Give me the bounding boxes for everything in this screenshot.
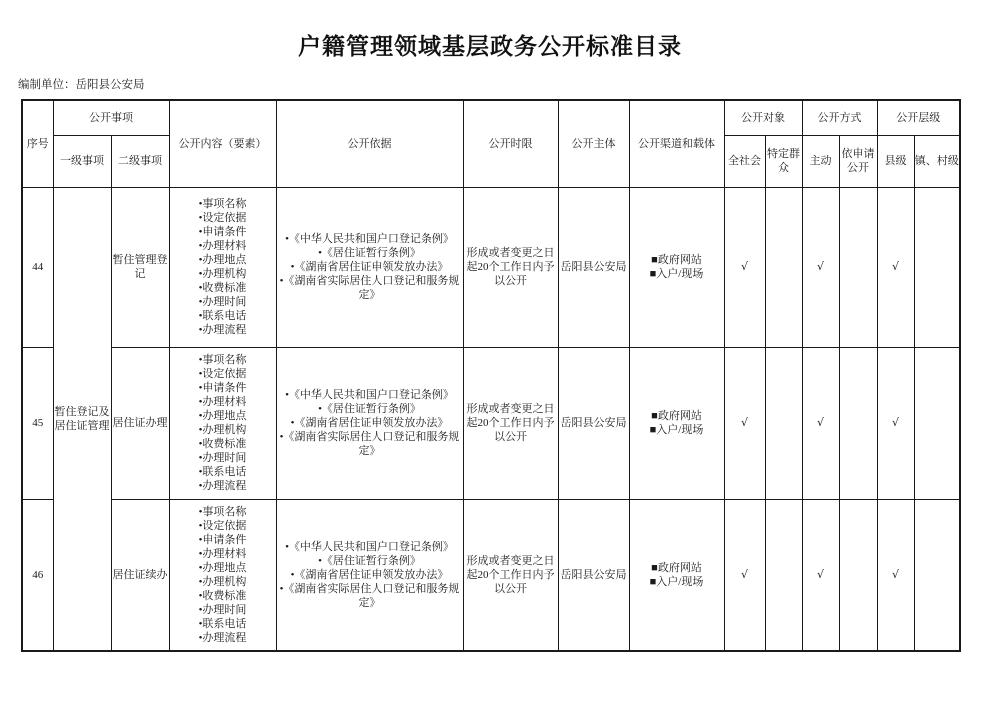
header-method-active: 主动 bbox=[802, 135, 839, 187]
channel-item: ■入户/现场 bbox=[649, 268, 704, 280]
document-page bbox=[18, 28, 959, 652]
serial-cell: 44 bbox=[22, 187, 53, 347]
page-title: 户籍管理领域基层政务公开标准目录 bbox=[298, 33, 682, 59]
time-limit-cell: 形成或者变更之日起20个工作日内予以公开 bbox=[463, 499, 558, 651]
channel-item: ■政府网站 bbox=[651, 561, 702, 574]
basis-item: •《居住证暂行条例》 bbox=[318, 403, 421, 415]
header-time-limit: 公开时限 bbox=[463, 100, 558, 187]
content-element-item: •申请条件 bbox=[198, 382, 247, 394]
header-method-on-request: 依申请公开 bbox=[839, 135, 877, 187]
basis-item: •《中华人民共和国户口登记条例》 bbox=[285, 540, 454, 553]
level-town-checkmark bbox=[914, 347, 960, 499]
table-row-46 bbox=[22, 499, 960, 651]
method-on-request-checkmark bbox=[839, 187, 877, 347]
header-audience-group: 公开对象 bbox=[724, 100, 802, 135]
time-limit-cell: 形成或者变更之日起20个工作日内予以公开 bbox=[463, 187, 558, 347]
content-element-item: •办理机构 bbox=[198, 424, 247, 436]
header-level1-item: 一级事项 bbox=[53, 135, 111, 187]
content-element-item: •事项名称 bbox=[198, 198, 247, 210]
basis-item: •《湖南省实际居住人口登记和服务规定》 bbox=[279, 582, 460, 609]
content-element-item: •办理时间 bbox=[198, 296, 247, 308]
header-audience-specific: 特定群众 bbox=[765, 135, 802, 187]
content-element-item: •申请条件 bbox=[198, 226, 247, 238]
content-element-item: •办理材料 bbox=[198, 396, 247, 408]
basis-item: •《湖南省实际居住人口登记和服务规定》 bbox=[279, 275, 460, 301]
table-row-45 bbox=[22, 347, 960, 499]
header-subject: 公开主体 bbox=[558, 100, 629, 187]
audience-all-checkmark: √ bbox=[724, 347, 765, 499]
content-element-item: •收费标准 bbox=[198, 589, 247, 602]
content-element-item: •设定依据 bbox=[198, 519, 247, 532]
basis-item: •《湖南省实际居住人口登记和服务规定》 bbox=[279, 431, 460, 457]
channel-item: ■政府网站 bbox=[651, 254, 702, 266]
content-element-item: •办理时间 bbox=[198, 603, 247, 616]
method-on-request-checkmark bbox=[839, 347, 877, 499]
level-town-checkmark bbox=[914, 499, 960, 651]
method-active-checkmark: √ bbox=[802, 347, 839, 499]
basis-item: •《中华人民共和国户口登记条例》 bbox=[285, 233, 454, 245]
disclosure-standards-table bbox=[21, 99, 961, 652]
header-items-group: 公开事项 bbox=[53, 100, 169, 135]
level-county-checkmark: √ bbox=[877, 347, 914, 499]
prepared-by-label: 编制单位：岳阳县公安局 bbox=[18, 79, 145, 91]
serial-cell: 46 bbox=[22, 499, 53, 651]
content-element-item: •申请条件 bbox=[198, 533, 247, 546]
basis-cell bbox=[276, 347, 463, 499]
level2-item-cell: 暂住管理登记 bbox=[111, 187, 169, 347]
channel-cell bbox=[629, 347, 724, 499]
audience-all-checkmark: √ bbox=[724, 187, 765, 347]
content-element-item: •办理流程 bbox=[198, 480, 247, 492]
content-element-item: •办理地点 bbox=[198, 254, 247, 266]
content-element-item: •设定依据 bbox=[198, 368, 247, 380]
audience-specific-checkmark bbox=[765, 187, 802, 347]
basis-item: •《居住证暂行条例》 bbox=[318, 554, 421, 567]
audience-specific-checkmark bbox=[765, 499, 802, 651]
content-element-item: •收费标准 bbox=[198, 438, 247, 450]
content-element-item: •办理时间 bbox=[198, 452, 247, 464]
level-town-checkmark bbox=[914, 187, 960, 347]
content-element-item: •办理地点 bbox=[198, 561, 247, 574]
basis-item: •《湖南省居住证申领发放办法》 bbox=[290, 568, 449, 581]
basis-item: •《湖南省居住证申领发放办法》 bbox=[290, 261, 449, 273]
header-method-group: 公开方式 bbox=[802, 100, 877, 135]
channel-cell bbox=[629, 187, 724, 347]
header-level2-item: 二级事项 bbox=[111, 135, 169, 187]
level2-item-cell: 居住证办理 bbox=[111, 347, 169, 499]
header-serial: 序号 bbox=[22, 100, 53, 187]
content-element-item: •办理流程 bbox=[198, 631, 247, 644]
channel-cell bbox=[629, 499, 724, 651]
basis-item: •《居住证暂行条例》 bbox=[318, 247, 421, 259]
header-row-groups bbox=[22, 100, 960, 135]
content-element-item: •联系电话 bbox=[198, 466, 247, 478]
channel-item: ■政府网站 bbox=[651, 410, 702, 422]
time-limit-cell: 形成或者变更之日起20个工作日内予以公开 bbox=[463, 347, 558, 499]
method-on-request-checkmark bbox=[839, 499, 877, 651]
subject-cell: 岳阳县公安局 bbox=[558, 347, 629, 499]
content-element-item: •办理地点 bbox=[198, 410, 247, 422]
header-audience-all: 全社会 bbox=[724, 135, 765, 187]
basis-cell bbox=[276, 187, 463, 347]
content-element-item: •办理材料 bbox=[198, 547, 247, 560]
content-elements-cell bbox=[169, 347, 276, 499]
audience-specific-checkmark bbox=[765, 347, 802, 499]
content-element-item: •办理机构 bbox=[198, 575, 247, 588]
content-elements-cell bbox=[169, 499, 276, 651]
content-element-item: •事项名称 bbox=[198, 505, 247, 518]
content-element-item: •办理流程 bbox=[198, 324, 247, 336]
basis-cell bbox=[276, 499, 463, 651]
audience-all-checkmark: √ bbox=[724, 499, 765, 651]
method-active-checkmark: √ bbox=[802, 499, 839, 651]
content-element-item: •办理机构 bbox=[198, 268, 247, 280]
level1-item-cell: 暂住登记及居住证管理 bbox=[53, 187, 111, 651]
subject-cell: 岳阳县公安局 bbox=[558, 187, 629, 347]
basis-item: •《湖南省居住证申领发放办法》 bbox=[290, 417, 449, 429]
method-active-checkmark: √ bbox=[802, 187, 839, 347]
content-element-item: •联系电话 bbox=[198, 310, 247, 322]
header-level-group: 公开层级 bbox=[877, 100, 960, 135]
basis-item: •《中华人民共和国户口登记条例》 bbox=[285, 389, 454, 401]
content-element-item: •设定依据 bbox=[198, 212, 247, 224]
level-county-checkmark: √ bbox=[877, 187, 914, 347]
header-content: 公开内容（要素） bbox=[169, 100, 276, 187]
level2-item-cell: 居住证续办 bbox=[111, 499, 169, 651]
serial-cell: 45 bbox=[22, 347, 53, 499]
header-level-town: 镇、村级 bbox=[914, 135, 960, 187]
header-channel: 公开渠道和载体 bbox=[629, 100, 724, 187]
subject-cell: 岳阳县公安局 bbox=[558, 499, 629, 651]
level-county-checkmark: √ bbox=[877, 499, 914, 651]
table-row-44 bbox=[22, 187, 960, 347]
content-elements-cell bbox=[169, 187, 276, 347]
header-level-county: 县级 bbox=[877, 135, 914, 187]
channel-item: ■入户/现场 bbox=[649, 424, 704, 436]
content-element-item: •事项名称 bbox=[198, 354, 247, 366]
header-basis: 公开依据 bbox=[276, 100, 463, 187]
content-element-item: •收费标准 bbox=[198, 282, 247, 294]
content-element-item: •办理材料 bbox=[198, 240, 247, 252]
channel-item: ■入户/现场 bbox=[649, 575, 704, 588]
content-element-item: •联系电话 bbox=[198, 617, 247, 630]
